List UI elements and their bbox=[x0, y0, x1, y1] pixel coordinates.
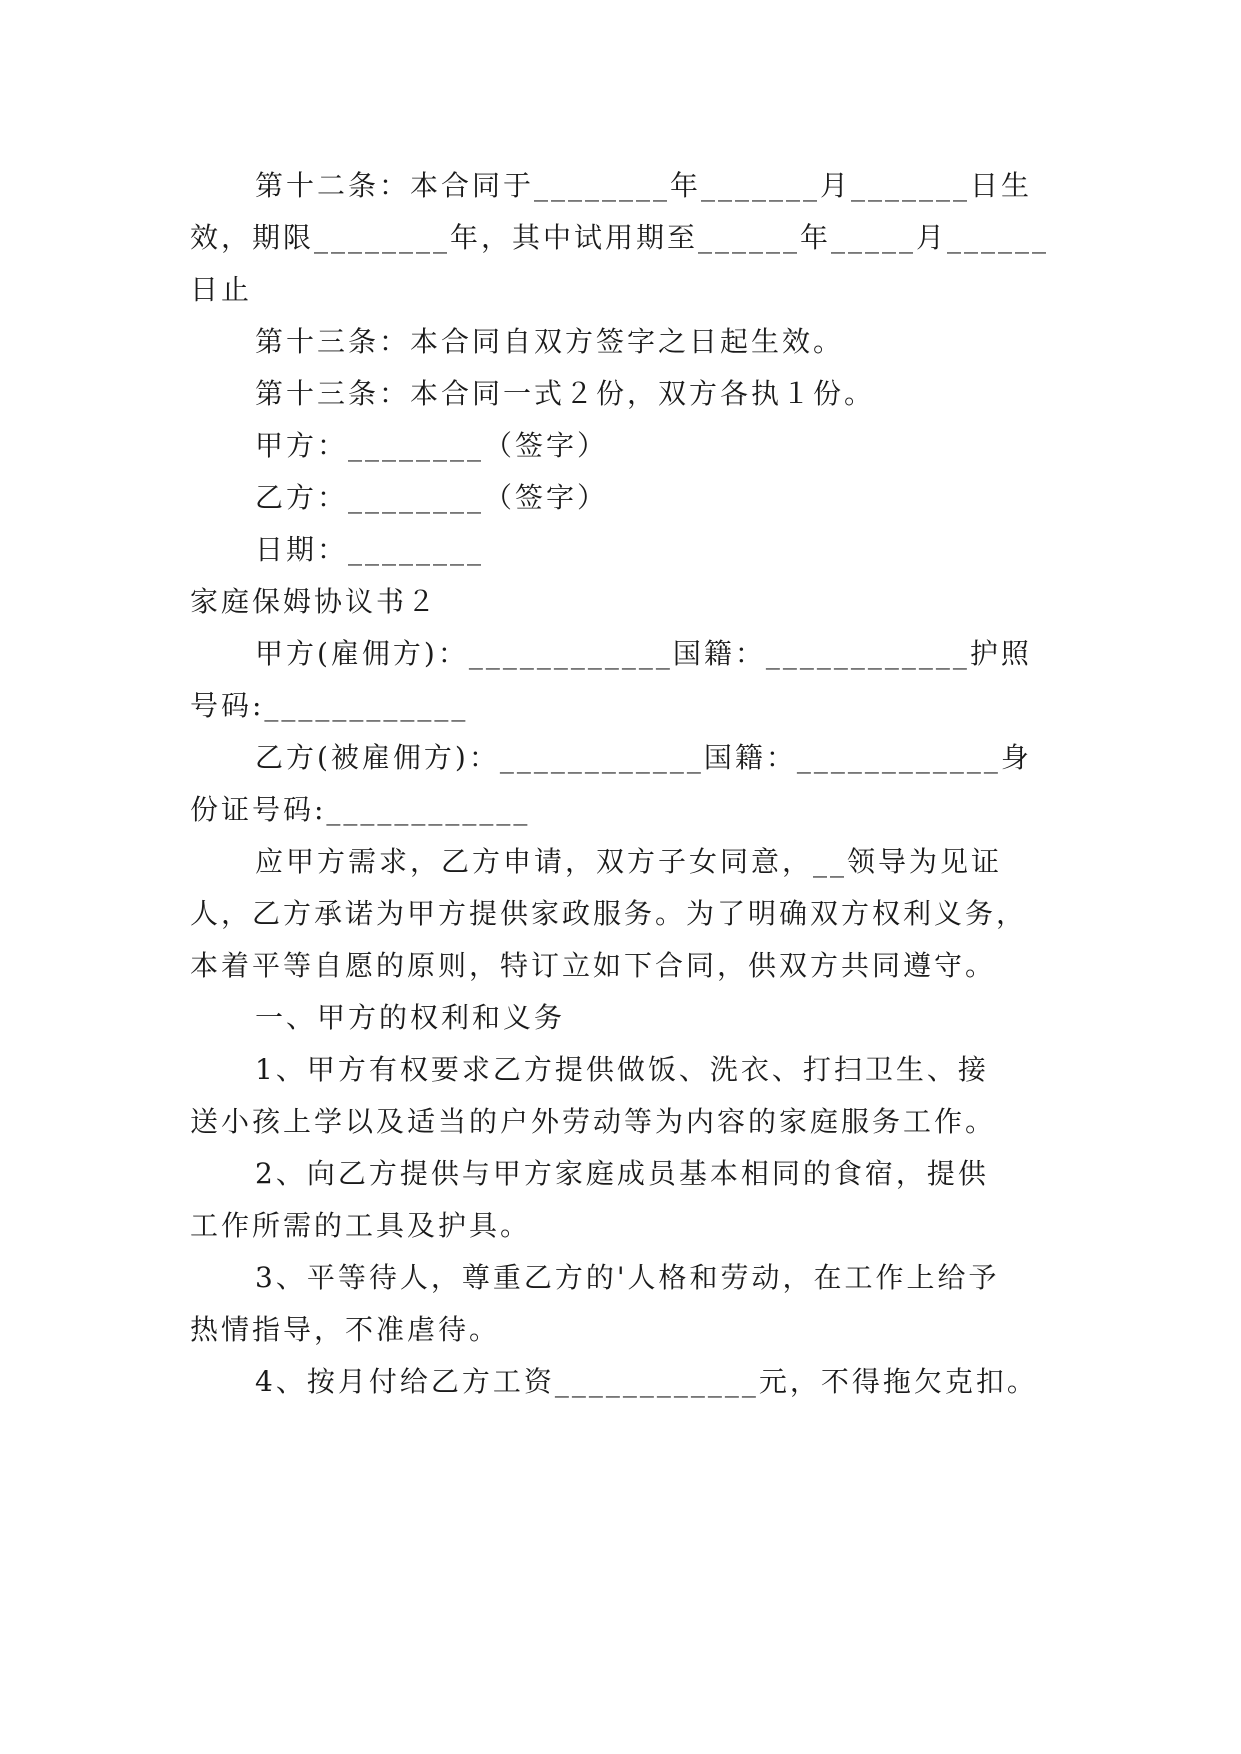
employer-line-1: 甲方(雇佣方)：____________国籍：____________护照 bbox=[255, 637, 1032, 670]
section-heading-party-a: 一、甲方的权利和义务 bbox=[255, 1001, 566, 1034]
item-4-line-1: 4、按月付给乙方工资____________元，不得拖欠克扣。 bbox=[255, 1365, 1038, 1398]
agreement-title: 家庭保姆协议书２ bbox=[190, 585, 439, 618]
item-1-line-2: 送小孩上学以及适当的户外劳动等为内容的家庭服务工作。 bbox=[190, 1105, 997, 1138]
date-line: 日期：________ bbox=[255, 533, 485, 566]
party-b-signature: 乙方：________（签字） bbox=[255, 481, 609, 514]
employee-line-1: 乙方(被雇佣方)：____________国籍：____________身 bbox=[255, 741, 1032, 774]
employee-line-2: 份证号码:____________ bbox=[190, 793, 531, 826]
clause-12-line-1: 第十二条：本合同于________年_______月_______日生 bbox=[255, 169, 1033, 202]
preamble-line-1: 应甲方需求，乙方申请，双方子女同意，__领导为见证 bbox=[255, 845, 1003, 878]
clause-12-line-3: 日止 bbox=[190, 273, 253, 306]
clause-12-line-2: 效，期限________年，其中试用期至______年_____月______ bbox=[190, 221, 1050, 254]
item-3-line-2: 热情指导，不准虐待。 bbox=[190, 1313, 501, 1346]
preamble-line-3: 本着平等自愿的原则，特订立如下合同，供双方共同遵守。 bbox=[190, 949, 997, 982]
party-a-signature: 甲方：________（签字） bbox=[255, 429, 609, 462]
preamble-line-2: 人，乙方承诺为甲方提供家政服务。为了明确双方权利义务， bbox=[190, 897, 1028, 930]
clause-13-copies: 第十三条：本合同一式２份，双方各执１份。 bbox=[255, 377, 876, 410]
item-3-line-1: 3、平等待人，尊重乙方的'人格和劳动，在工作上给予 bbox=[255, 1261, 1000, 1294]
item-2-line-1: 2、向乙方提供与甲方家庭成员基本相同的食宿，提供 bbox=[255, 1157, 989, 1190]
employer-line-2: 号码:____________ bbox=[190, 689, 469, 722]
clause-13-effective: 第十三条：本合同自双方签字之日起生效。 bbox=[255, 325, 845, 358]
item-2-line-2: 工作所需的工具及护具。 bbox=[190, 1209, 532, 1242]
item-1-line-1: 1、甲方有权要求乙方提供做饭、洗衣、打扫卫生、接 bbox=[255, 1053, 989, 1086]
